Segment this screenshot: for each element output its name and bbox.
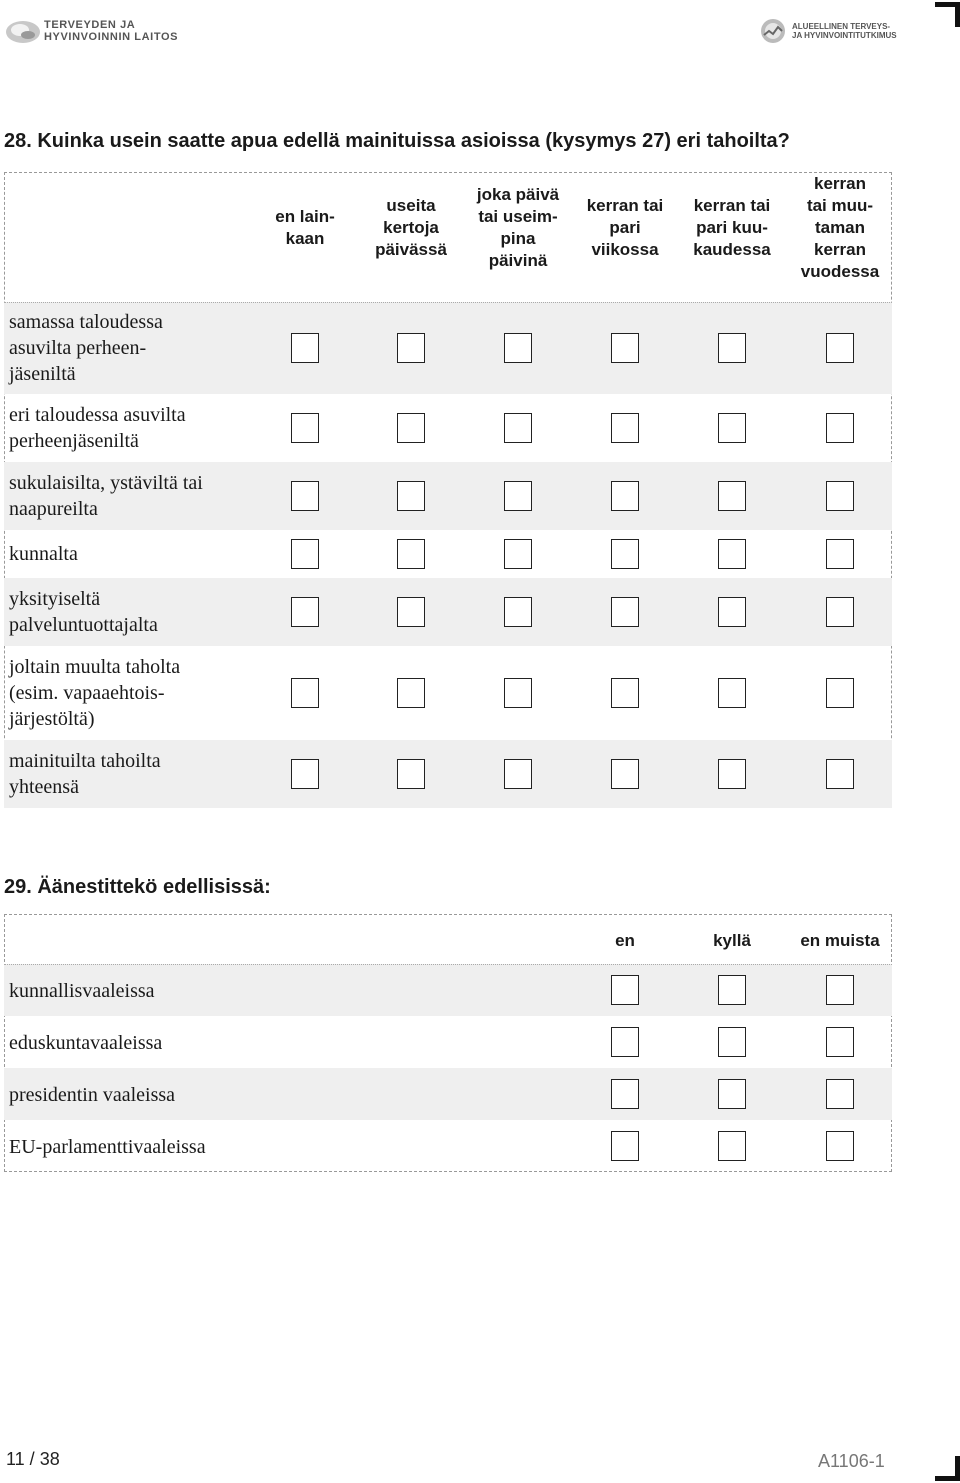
row-label-line: yksityiseltä — [9, 588, 101, 610]
table-row — [4, 578, 892, 646]
checkbox[interactable] — [611, 481, 639, 511]
checkbox[interactable] — [611, 975, 639, 1005]
column-header-line: päivinä — [488, 251, 548, 270]
checkbox[interactable] — [826, 481, 854, 511]
checkbox[interactable] — [718, 1079, 746, 1109]
checkbox[interactable] — [826, 678, 854, 708]
ath-logo-line1: ALUEELLINEN TERVEYS- — [792, 22, 891, 31]
table-row — [4, 740, 892, 808]
checkbox[interactable] — [718, 759, 746, 789]
checkbox[interactable] — [291, 413, 319, 443]
checkbox[interactable] — [397, 597, 425, 627]
thl-logo-icon — [4, 16, 42, 46]
table-row — [4, 1016, 892, 1068]
checkbox[interactable] — [611, 759, 639, 789]
checkbox[interactable] — [291, 539, 319, 569]
crop-mark-bottom-right-vertical — [955, 1456, 960, 1481]
checkbox[interactable] — [504, 333, 532, 363]
question-29-title: 29. Äänestittekö edellisissä: — [4, 876, 271, 898]
row-label-line: palveluntuottajalta — [9, 614, 158, 636]
checkbox[interactable] — [397, 333, 425, 363]
column-header-line: kerran tai — [693, 196, 771, 215]
row-label-line: eri taloudessa asuvilta — [9, 404, 186, 426]
column-header-2 — [466, 184, 570, 272]
row-label-line: joltain muulta taholta — [9, 656, 181, 678]
column-header-line: pari kuu- — [696, 218, 768, 237]
checkbox[interactable] — [718, 678, 746, 708]
row-label-line: jäseniltä — [9, 363, 76, 385]
checkbox[interactable] — [611, 539, 639, 569]
checkbox[interactable] — [291, 333, 319, 363]
checkbox[interactable] — [397, 481, 425, 511]
checkbox[interactable] — [718, 597, 746, 627]
thl-logo — [4, 14, 178, 48]
table-row — [4, 394, 892, 462]
row-label-line: kunnalta — [9, 543, 78, 565]
table-row — [4, 964, 892, 1016]
column-header-0 — [253, 206, 357, 250]
column-header-line: kerran — [814, 240, 866, 259]
checkbox[interactable] — [504, 539, 532, 569]
row-label-line: naapureilta — [9, 498, 98, 520]
ath-logo-icon — [760, 18, 786, 44]
table-row — [4, 1120, 892, 1172]
row-label: EU-parlamenttivaaleissa — [9, 1136, 206, 1158]
ath-logo-line2: JA HYVINVOINTITUTKIMUS — [792, 31, 897, 40]
column-header-line: viikossa — [591, 240, 659, 259]
checkbox[interactable] — [291, 481, 319, 511]
checkbox[interactable] — [504, 481, 532, 511]
checkbox[interactable] — [826, 1131, 854, 1161]
column-header-2: en muista — [800, 931, 880, 950]
checkbox[interactable] — [718, 1027, 746, 1057]
column-header-line: päivässä — [375, 240, 447, 259]
crop-mark-top-right-vertical — [955, 2, 960, 27]
checkbox[interactable] — [504, 597, 532, 627]
page-number: 11 / 38 — [6, 1449, 60, 1469]
column-header-line: tai useim- — [478, 207, 558, 226]
row-label — [9, 748, 161, 800]
column-header-line: taman — [814, 218, 866, 237]
thl-logo-line2: HYVINVOINNIN LAITOS — [44, 31, 179, 43]
column-header-line: kaudessa — [693, 240, 771, 259]
table-row — [4, 530, 892, 578]
checkbox[interactable] — [826, 1027, 854, 1057]
checkbox[interactable] — [397, 413, 425, 443]
column-header-0: en — [615, 931, 635, 950]
table-row — [4, 1068, 892, 1120]
checkbox[interactable] — [611, 1131, 639, 1161]
row-label-line: mainituilta tahoilta — [9, 750, 161, 772]
column-header-4 — [680, 195, 784, 261]
row-label: kunnallisvaaleissa — [9, 980, 155, 1002]
row-label — [9, 541, 78, 567]
column-header-line: tai muu- — [806, 196, 874, 215]
checkbox[interactable] — [504, 759, 532, 789]
checkbox[interactable] — [504, 413, 532, 443]
checkbox[interactable] — [291, 759, 319, 789]
checkbox[interactable] — [718, 975, 746, 1005]
column-header-line: vuodessa — [800, 262, 880, 281]
row-label-line: samassa taloudessa — [9, 311, 163, 333]
row-divider — [4, 964, 892, 965]
table-row — [4, 646, 892, 740]
checkbox[interactable] — [611, 1027, 639, 1057]
column-header-line: kaan — [285, 229, 325, 248]
column-header-3 — [573, 195, 677, 261]
checkbox[interactable] — [718, 1131, 746, 1161]
checkbox[interactable] — [718, 333, 746, 363]
column-header-line: useita — [386, 196, 436, 215]
row-label-line: perheenjäseniltä — [9, 430, 139, 452]
column-header-line: pari — [609, 218, 641, 237]
row-label: eduskuntavaaleissa — [9, 1032, 163, 1054]
column-header-5 — [788, 173, 892, 283]
checkbox[interactable] — [611, 678, 639, 708]
table-row — [4, 302, 892, 394]
checkbox[interactable] — [718, 539, 746, 569]
checkbox[interactable] — [397, 678, 425, 708]
checkbox[interactable] — [611, 413, 639, 443]
checkbox[interactable] — [718, 413, 746, 443]
checkbox[interactable] — [504, 678, 532, 708]
ath-logo — [760, 18, 897, 44]
checkbox[interactable] — [397, 759, 425, 789]
row-label-line: (esim. vapaaehtois- — [9, 682, 165, 704]
row-label-line: yhteensä — [9, 776, 79, 798]
column-header-1: kyllä — [713, 931, 751, 950]
column-header-1 — [359, 195, 463, 261]
checkbox[interactable] — [291, 678, 319, 708]
column-header-line: kertoja — [383, 218, 439, 237]
row-label-line: sukulaisilta, ystäviltä tai — [9, 472, 203, 494]
checkbox[interactable] — [611, 597, 639, 627]
row-label-line: asuvilta perheen- — [9, 337, 147, 359]
question-28-title: 28. Kuinka usein saatte apua edellä mainituissa asioissa (kysymys 27) eri tahoilta? — [4, 130, 790, 152]
checkbox[interactable] — [291, 597, 319, 627]
checkbox[interactable] — [718, 481, 746, 511]
checkbox[interactable] — [826, 413, 854, 443]
row-label — [9, 470, 203, 522]
checkbox[interactable] — [826, 1079, 854, 1109]
column-header-line: kerran — [814, 174, 866, 193]
checkbox[interactable] — [611, 1079, 639, 1109]
row-label-line: järjestöltä) — [9, 708, 95, 730]
row-label — [9, 309, 163, 387]
column-header-line: kerran tai — [586, 196, 664, 215]
checkbox[interactable] — [397, 539, 425, 569]
thl-logo-line1: TERVEYDEN JA — [44, 19, 136, 31]
checkbox[interactable] — [826, 333, 854, 363]
column-header-line: en lain- — [275, 207, 335, 226]
column-header-line: joka päivä — [476, 185, 560, 204]
column-header-line: pina — [500, 229, 536, 248]
checkbox[interactable] — [826, 975, 854, 1005]
table-row — [4, 462, 892, 530]
checkbox[interactable] — [826, 759, 854, 789]
row-label — [9, 654, 180, 732]
form-code: A1106-1 — [818, 1451, 885, 1471]
checkbox[interactable] — [611, 333, 639, 363]
row-label — [9, 586, 158, 638]
checkbox[interactable] — [826, 597, 854, 627]
row-label — [9, 402, 186, 454]
checkbox[interactable] — [826, 539, 854, 569]
row-label: presidentin vaaleissa — [9, 1084, 176, 1106]
row-divider — [4, 302, 892, 303]
